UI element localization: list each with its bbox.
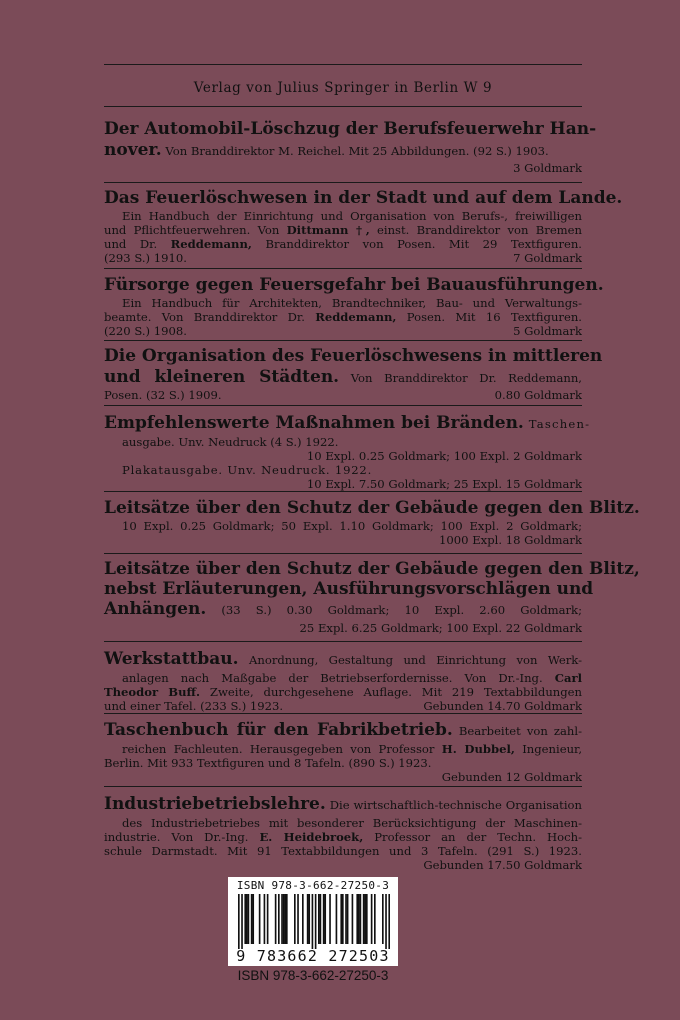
entry-title: Empfehlenswerte Maßnahmen bei Bränden. xyxy=(104,413,524,433)
book-entry-5: Empfehlenswerte Maßnahmen bei Bränden. Taschen- ausgabe. Unv. Neudruck (4 S.) 1922. 10 Expl. 0.25 Goldmark; 100 Expl. 2 Goldmark Plakatausgabe. Unv. Neudruck. 1922. 10 Expl. 7.50 Goldmark; 25 Expl. 15 Goldmark xyxy=(104,413,591,492)
barcode-bar xyxy=(366,894,368,944)
barcode-bar xyxy=(342,894,344,944)
book-entry-1: Der Automobil-Löschzug der Berufsfeuerwehr Han- nover. Von Branddirektor M. Reichel. Mit 25 Abbildungen. (92 S.) 1903. 3 Goldmark xyxy=(104,119,597,175)
divider xyxy=(104,405,582,406)
entry-title: Das Feuerlöschwesen in der Stadt und auf dem Lande. xyxy=(104,188,623,208)
header-rule xyxy=(104,106,582,107)
barcode-bar xyxy=(329,894,331,944)
entry-price: 3 Goldmark xyxy=(513,160,582,175)
barcode-bar xyxy=(246,894,248,944)
barcode-bar xyxy=(312,894,314,949)
barcode-bar xyxy=(307,894,309,944)
divider xyxy=(104,713,582,714)
barcode-bar xyxy=(385,894,387,949)
isbn-label-top: ISBN 978-3-662-27250-3 xyxy=(236,879,390,892)
barcode-bar xyxy=(252,894,254,944)
entry-title: nover. xyxy=(104,139,162,160)
publisher-header: Verlag von Julius Springer in Berlin W 9 xyxy=(193,80,493,96)
book-entry-4: Die Organisation des Feuerlöschwesens in mittleren und kleineren Städten. Von Branddirektor Dr. Reddemann, Posen. (32 S.) 1909. 0.80 Goldmark xyxy=(104,346,603,402)
barcode-bar xyxy=(281,894,283,944)
book-entry-7: Leitsätze über den Schutz der Gebäude gegen den Blitz, nebst Erläuterungen, Ausführungsvorschlägen und Anhängen. (33 S.) 0.30 Goldmark; 10 Expl. 2.60 Goldmark; 25 Expl. 6.25 Goldmark; 100 Expl. 22 Goldmark xyxy=(104,559,640,635)
book-entry-10: Industriebetriebslehre. Die wirtschaftlich-technische Organisation des Industriebetriebes mit besonderer Berücksichtigung der Maschinen- industrie. Von Dr.-Ing. E. Heidebroek, Professor an der Techn. Hoch- schule Darmstadt. Mit 91 Textabbildungen und 3 Tafeln. (291 S.) 1923. Gebunden 17.50 Goldmark xyxy=(104,794,582,873)
barcode-bar xyxy=(278,894,280,944)
barcode-bar xyxy=(382,894,384,944)
barcode-bar xyxy=(345,894,347,944)
divider xyxy=(104,340,582,341)
barcode-bar xyxy=(388,894,390,949)
barcode-bar xyxy=(297,894,299,944)
entry-price: Gebunden 17.50 Goldmark xyxy=(423,858,582,873)
barcode-bar xyxy=(275,894,277,944)
entry-title: Leitsätze über den Schutz der Gebäude gegen den Blitz. xyxy=(104,498,640,518)
barcode-bar xyxy=(294,894,296,944)
barcode-bar xyxy=(374,894,376,944)
barcode-bar xyxy=(371,894,373,944)
barcode-bar xyxy=(352,894,354,944)
barcode-bar xyxy=(302,894,304,944)
barcode-bar xyxy=(320,894,322,944)
entry-price: 0.80 Goldmark xyxy=(494,388,582,402)
barcode-bar xyxy=(244,894,246,944)
barcode xyxy=(228,877,398,966)
entry-title: Taschenbuch für den Fabrikbetrieb. xyxy=(104,720,453,740)
entry-title: Werkstattbau. xyxy=(104,649,239,669)
entry-title: Industriebetriebslehre. xyxy=(104,794,326,814)
entry-title: Leitsätze über den Schutz der Gebäude gegen den Blitz, xyxy=(104,559,640,579)
barcode-bars xyxy=(238,894,390,949)
barcode-bar xyxy=(267,894,269,944)
divider xyxy=(104,786,582,787)
barcode-bar xyxy=(259,894,261,944)
barcode-bar xyxy=(363,894,365,944)
entry-price: Gebunden 14.70 Goldmark xyxy=(423,698,582,713)
barcode-bar xyxy=(347,894,349,944)
divider xyxy=(104,641,582,642)
divider xyxy=(104,182,582,183)
barcode-bar xyxy=(364,894,366,944)
barcode-bar xyxy=(238,894,240,949)
entry-title: Fürsorge gegen Feuersgefahr bei Bauausführungen. xyxy=(104,275,604,295)
entry-price: Gebunden 12 Goldmark xyxy=(441,769,582,784)
divider xyxy=(104,553,582,554)
entry-title: Die Organisation des Feuerlöschwesens in mittleren xyxy=(104,346,603,366)
top-rule xyxy=(104,64,582,65)
entry-description: Ein Handbuch der Einrichtung und Organisation von Berufs-, freiwilligen xyxy=(122,208,582,223)
divider xyxy=(104,491,582,492)
barcode-bar xyxy=(248,894,250,944)
barcode-bar xyxy=(358,894,360,944)
barcode-bar xyxy=(323,894,325,944)
barcode-bar xyxy=(360,894,362,944)
barcode-bar xyxy=(340,894,342,944)
entry-price: 7 Goldmark xyxy=(513,251,582,266)
barcode-digits: 9 783662 272503 xyxy=(236,947,390,965)
entry-title: Der Automobil-Löschzug der Berufsfeuerwehr Han- xyxy=(104,119,597,139)
barcode-bar xyxy=(284,894,286,944)
book-entry-8: Werkstattbau. Anordnung, Gestaltung und Einrichtung von Werk- anlagen nach Maßgabe der Betriebserfordernisse. Von Dr.-Ing. Carl Theodor Buff. Zweite, durchgesehene Auflage. Mit 219 Textabbildungen und einer Tafel. (233 S.) 1923. Gebunden 14.70 Goldmark xyxy=(104,649,582,713)
entry-price: 5 Goldmark xyxy=(513,323,582,338)
barcode-bar xyxy=(283,894,285,944)
barcode-bar xyxy=(241,894,243,949)
barcode-bar xyxy=(286,894,288,944)
barcode-bar xyxy=(336,894,338,944)
book-entry-9: Taschenbuch für den Fabrikbetrieb. Bearbeitet von zahl- reichen Fachleuten. Herausgegeben von Professor H. Dubbel, Ingenieur, Berlin. Mit 933 Textfiguren und 8 Tafeln. (890 S.) 1923. Gebunden 12 Goldmark xyxy=(104,720,582,784)
book-entry-6: Leitsätze über den Schutz der Gebäude gegen den Blitz. 10 Expl. 0.25 Goldmark; 50 Expl. 1.10 Goldmark; 100 Expl. 2 Goldmark; 1000 Expl. 18 Goldmark xyxy=(104,498,640,547)
isbn-label-bottom: ISBN 978-3-662-27250-3 xyxy=(237,968,389,983)
barcode-bar xyxy=(251,894,253,944)
barcode-bar xyxy=(318,894,320,944)
book-entry-3: Fürsorge gegen Feuersgefahr bei Bauausführungen. Ein Handbuch für Architekten, Brandtechniker, Bau- und Verwaltungs- beamte. Von Branddirektor Dr. Reddemann, Posen. Mit 16 Textfiguren. (220 S.) 1908. 5 Goldmark xyxy=(104,275,604,338)
barcode-bar xyxy=(264,894,266,944)
book-entry-2: Das Feuerlöschwesen in der Stadt und auf dem Lande. Ein Handbuch der Einrichtung und Organisation von Berufs-, freiwilligen und Pflichtfeuerwehren. Von Dittmann †, einst. Branddirektor von Bremen und Dr. Reddemann, Branddirektor von Posen. Mit 29 Textfiguren. (293 S.) 1910. 7 Goldmark xyxy=(104,188,623,266)
divider xyxy=(104,268,582,269)
barcode-bar xyxy=(315,894,317,949)
barcode-bar xyxy=(324,894,326,944)
barcode-bar xyxy=(308,894,310,944)
barcode-bar xyxy=(356,894,358,944)
